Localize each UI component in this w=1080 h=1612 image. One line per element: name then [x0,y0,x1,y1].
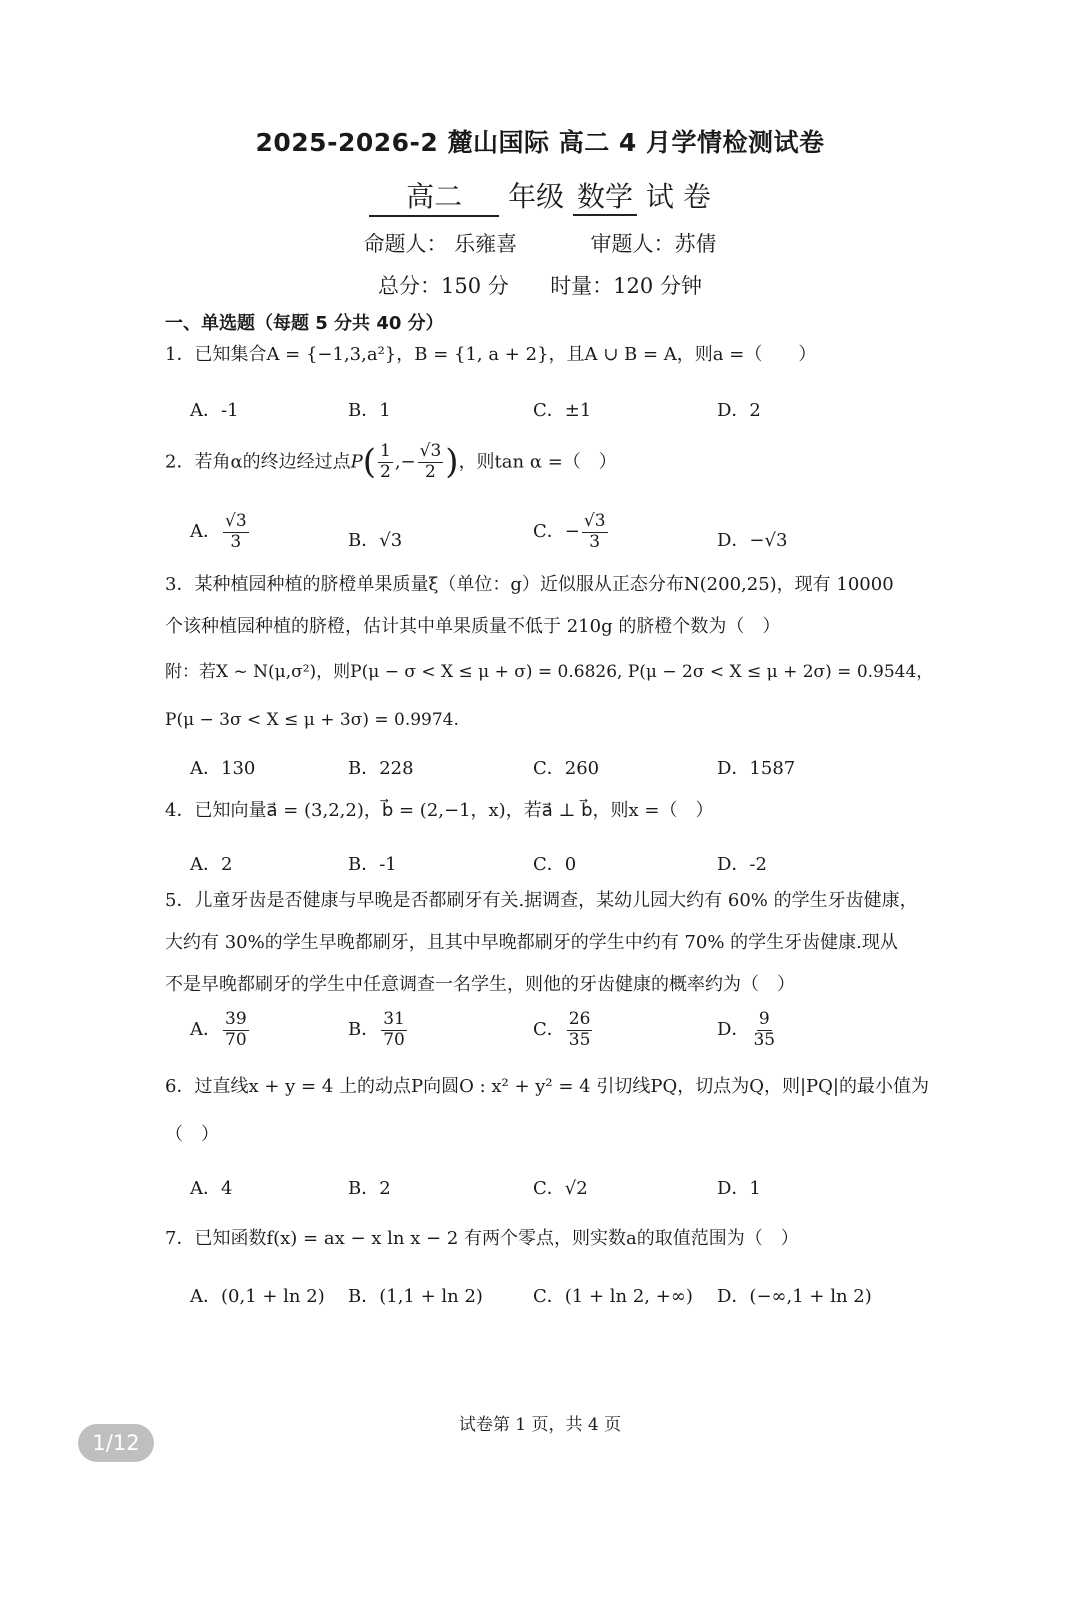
q2-option-a: A． $\frac{√3}{3}$ [190,511,247,552]
section-heading: 一、单选题（每题 5 分共 40 分） [165,313,444,334]
q7-option-a: A．(0,1 + ln 2) [190,1286,325,1307]
question-6-line-2: （ ） [165,1124,219,1145]
question-3-line-2: 个该种植园种植的脐橙，估计其中单果质量不低于 210g 的脐橙个数为（ ） [165,616,781,637]
q6-option-c: C．√2 [533,1178,588,1199]
q2-option-d: D．−√3 [717,530,788,551]
question-7-stem: 7．已知函数f(x) = ax − x ln x − 2 有两个零点，则实数a的取值范围为（ ） [165,1228,799,1249]
paper-label: 试 卷 [645,180,711,213]
q4-option-a: A．2 [190,854,233,875]
score-line [0,270,1080,300]
q2-option-c: C．− $\frac{√3}{3}$ [533,511,606,552]
author-line [0,228,1080,258]
question-5-line-2: 大约有 30%的学生早晚都刷牙，且其中早晚都刷牙的学生中约有 70% 的学生牙齿健康.现从 [165,932,898,953]
q6-option-d: D．1 [717,1178,761,1199]
q7-option-b: B．(1,1 + ln 2) [348,1286,483,1307]
question-3-line-4: P(μ − 3σ < X ≤ μ + 3σ) = 0.9974. [165,710,459,730]
grade-value: 高二 [369,175,499,217]
question-4-stem: 4．已知向量a⃗ = (3,2,2)，b⃗ = (2,−1，x)，若a⃗ ⊥ b⃗，则x =（ ） [165,800,714,821]
q4-option-d: D．-2 [717,854,767,875]
q1-option-b: B．1 [348,400,391,421]
q6-option-b: B．2 [348,1178,391,1199]
q1-option-d: D．2 [717,400,761,421]
q1-option-a: A．-1 [190,400,239,421]
q3-option-d: D．1587 [717,758,796,779]
subject-value: 数学 [573,180,637,216]
q4-option-b: B．-1 [348,854,397,875]
page-footer: 试卷第 1 页，共 4 页 [458,1415,622,1435]
q3-option-b: B．228 [348,758,414,779]
question-2-stem: 2．若角α的终边经过点P( $\frac{1}{2}$ ,− $\frac{√3}{2}$ )，则tan α =（ ） [165,441,617,482]
question-1-stem: 1．已知集合A = {−1,3,a²}，B = {1, a + 2}，且A ∪ B = A，则a =（ ） [165,344,817,365]
q5-option-b: B． $\frac{31}{70}$ [348,1009,405,1050]
q7-option-c: C．(1 + ln 2, +∞) [533,1286,693,1307]
time-limit: 时量：120 分钟 [550,274,702,298]
q3-option-a: A．130 [190,758,256,779]
q2-option-b: B．√3 [348,530,403,551]
question-3-line-3: 附：若X ~ N(μ,σ²)，则P(μ − σ < X ≤ μ + σ) = 0.6826, P(μ − 2σ < X ≤ μ + 2σ) = 0.9544， [165,662,934,682]
question-5-line-3: 不是早晚都刷牙的学生中任意调查一名学生，则他的牙齿健康的概率约为（ ） [165,974,795,995]
question-6-line-1: 6．过直线x + y = 4 上的动点P向圆O : x² + y² = 4 引切线PQ，切点为Q，则|PQ|的最小值为 [165,1076,929,1097]
q5-option-d: D． $\frac{9}{35}$ [717,1009,776,1050]
total-score: 总分：150 分 [378,274,509,298]
page-indicator[interactable]: 1/12 [78,1424,154,1462]
exam-title: 2025-2026-2 麓山国际 高二 4 月学情检测试卷 [255,128,825,157]
question-5-line-1: 5．儿童牙齿是否健康与早晚是否都刷牙有关.据调查，某幼儿园大约有 60% 的学生牙齿健康， [165,890,918,911]
author: 命题人： 乐雍喜 [363,232,518,256]
q7-option-d: D．(−∞,1 + ln 2) [717,1286,872,1307]
q5-option-a: A． $\frac{39}{70}$ [190,1009,247,1050]
q6-option-a: A．4 [190,1178,233,1199]
question-3-line-1: 3．某种植园种植的脐橙单果质量ξ（单位：g）近似服从正态分布N(200,25)，现有 10000 [165,574,894,595]
q5-option-c: C． $\frac{26}{35}$ [533,1009,591,1050]
q3-option-c: C．260 [533,758,600,779]
exam-subtitle [0,175,1080,217]
q1-option-c: C．±1 [533,400,592,421]
reviewer: 审题人：苏倩 [590,232,717,256]
q4-option-c: C．0 [533,854,577,875]
grade-label: 年级 [508,180,565,213]
